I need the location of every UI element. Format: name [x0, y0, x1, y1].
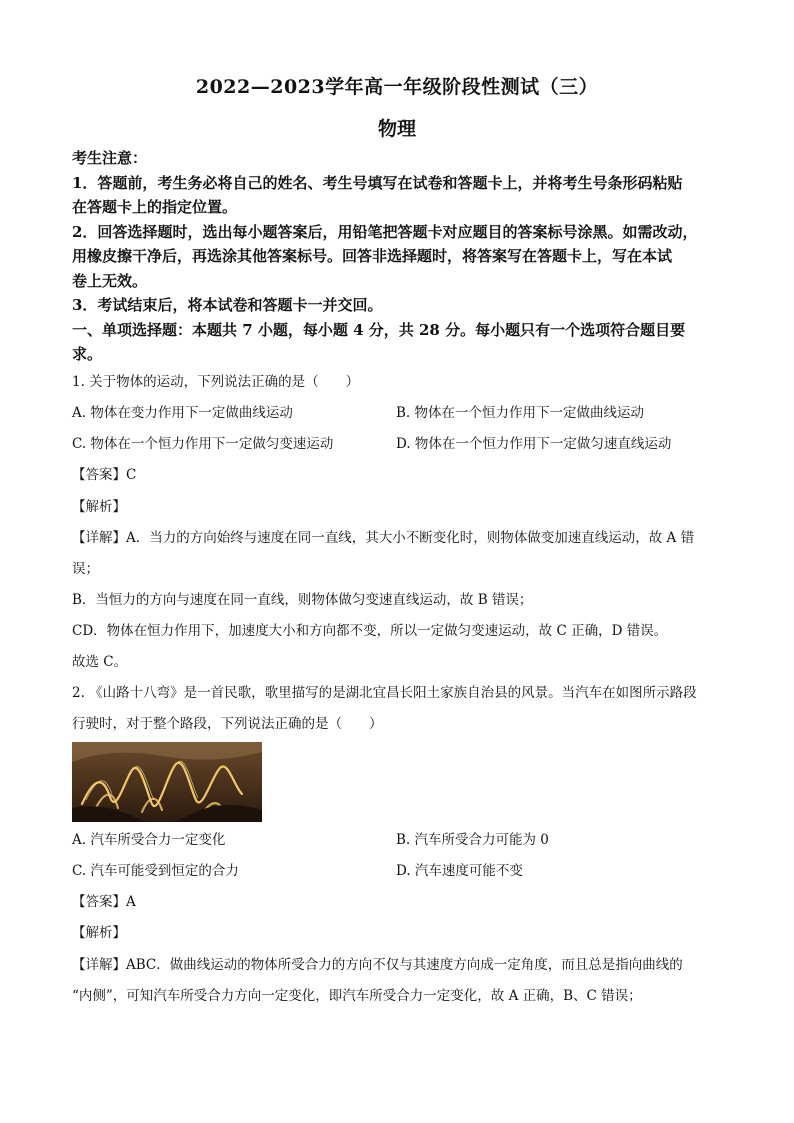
notice-item-1-line-1: 1．答题前，考生务必将自己的姓名、考生号填写在试卷和答题卡上，并将考生号条形码粘贴: [72, 174, 683, 192]
q1-option-d: D. 物体在一个恒力作用下一定做匀速直线运动: [396, 436, 672, 452]
q1-conclusion: 故选 C。: [72, 654, 128, 670]
q2-analysis-label: 【解析】: [72, 925, 126, 941]
section-heading-line-2: 求。: [72, 345, 103, 363]
q1-detail-line-2: 误；: [72, 561, 99, 577]
q2-detail-line-2: “内侧”，可知汽车所受合力方向一定变化，即汽车所受合力一定变化，故 A 正确，B、C 错误；: [72, 988, 642, 1004]
q2-detail-line-1: 【详解】ABC．做曲线运动的物体所受合力的方向不仅与其速度方向成一定角度，而且总是指向曲线的: [72, 957, 683, 973]
q1-answer: 【答案】C: [72, 467, 137, 483]
q2-stem-line-2: 行驶时，对于整个路段，下列说法正确的是（ ）: [72, 716, 383, 732]
notice-item-1-line-2: 在答题卡上的指定位置。: [72, 198, 238, 216]
notice-item-2-line-3: 卷上无效。: [72, 272, 148, 290]
notice-item-2-line-1: 2．回答选择题时，选出每小题答案后，用铅笔把答题卡对应题目的答案标号涂黑。如需改动，: [72, 223, 698, 241]
notice-heading: 考生注意：: [72, 149, 148, 167]
q1-option-a: A. 物体在变力作用下一定做曲线运动: [72, 405, 293, 421]
q2-option-d: D. 汽车速度可能不变: [396, 863, 523, 879]
q1-detail-line-1: 【详解】A．当力的方向始终与速度在同一直线，其大小不断变化时，则物体做变加速直线运动，故 A 错: [72, 530, 695, 546]
q2-option-c: C. 汽车可能受到恒定的合力: [72, 863, 239, 879]
q1-stem: 1. 关于物体的运动，下列说法正确的是（ ）: [72, 374, 360, 390]
q2-stem-line-1: 2. 《山路十八弯》是一首民歌，歌里描写的是湖北宜昌长阳土家族自治县的风景。当汽车在如图所示路段: [72, 685, 697, 701]
subject-title: 物理: [377, 118, 416, 140]
exam-title: 2022—2023学年高一年级阶段性测试（三）: [195, 76, 599, 98]
q1-option-c: C. 物体在一个恒力作用下一定做匀变速运动: [72, 436, 334, 452]
q2-answer: 【答案】A: [72, 894, 136, 910]
q1-analysis-label: 【解析】: [72, 499, 126, 515]
q1-detail-line-3: B．当恒力的方向与速度在同一直线，则物体做匀变速直线运动，故 B 错误；: [72, 592, 533, 608]
notice-item-3: 3．考试结束后，将本试卷和答题卡一并交回。: [72, 296, 383, 314]
notice-item-2-line-2: 用橡皮擦干净后，再选涂其他答案标号。回答非选择题时，将答案写在答题卡上，写在本试: [72, 247, 673, 265]
mountain-road-photo: [72, 742, 262, 822]
q1-option-b: B. 物体在一个恒力作用下一定做曲线运动: [396, 405, 645, 421]
q2-option-a: A. 汽车所受合力一定变化: [72, 832, 226, 848]
q1-detail-line-4: CD．物体在恒力作用下，加速度大小和方向都不变，所以一定做匀变速运动，故 C 正确，D 错误。: [72, 623, 668, 639]
q2-option-b: B. 汽车所受合力可能为 0: [396, 832, 549, 848]
section-heading-line-1: 一、单项选择题：本题共 7 小题，每小题 4 分，共 28 分。每小题只有一个选项符合题目要: [72, 321, 686, 339]
